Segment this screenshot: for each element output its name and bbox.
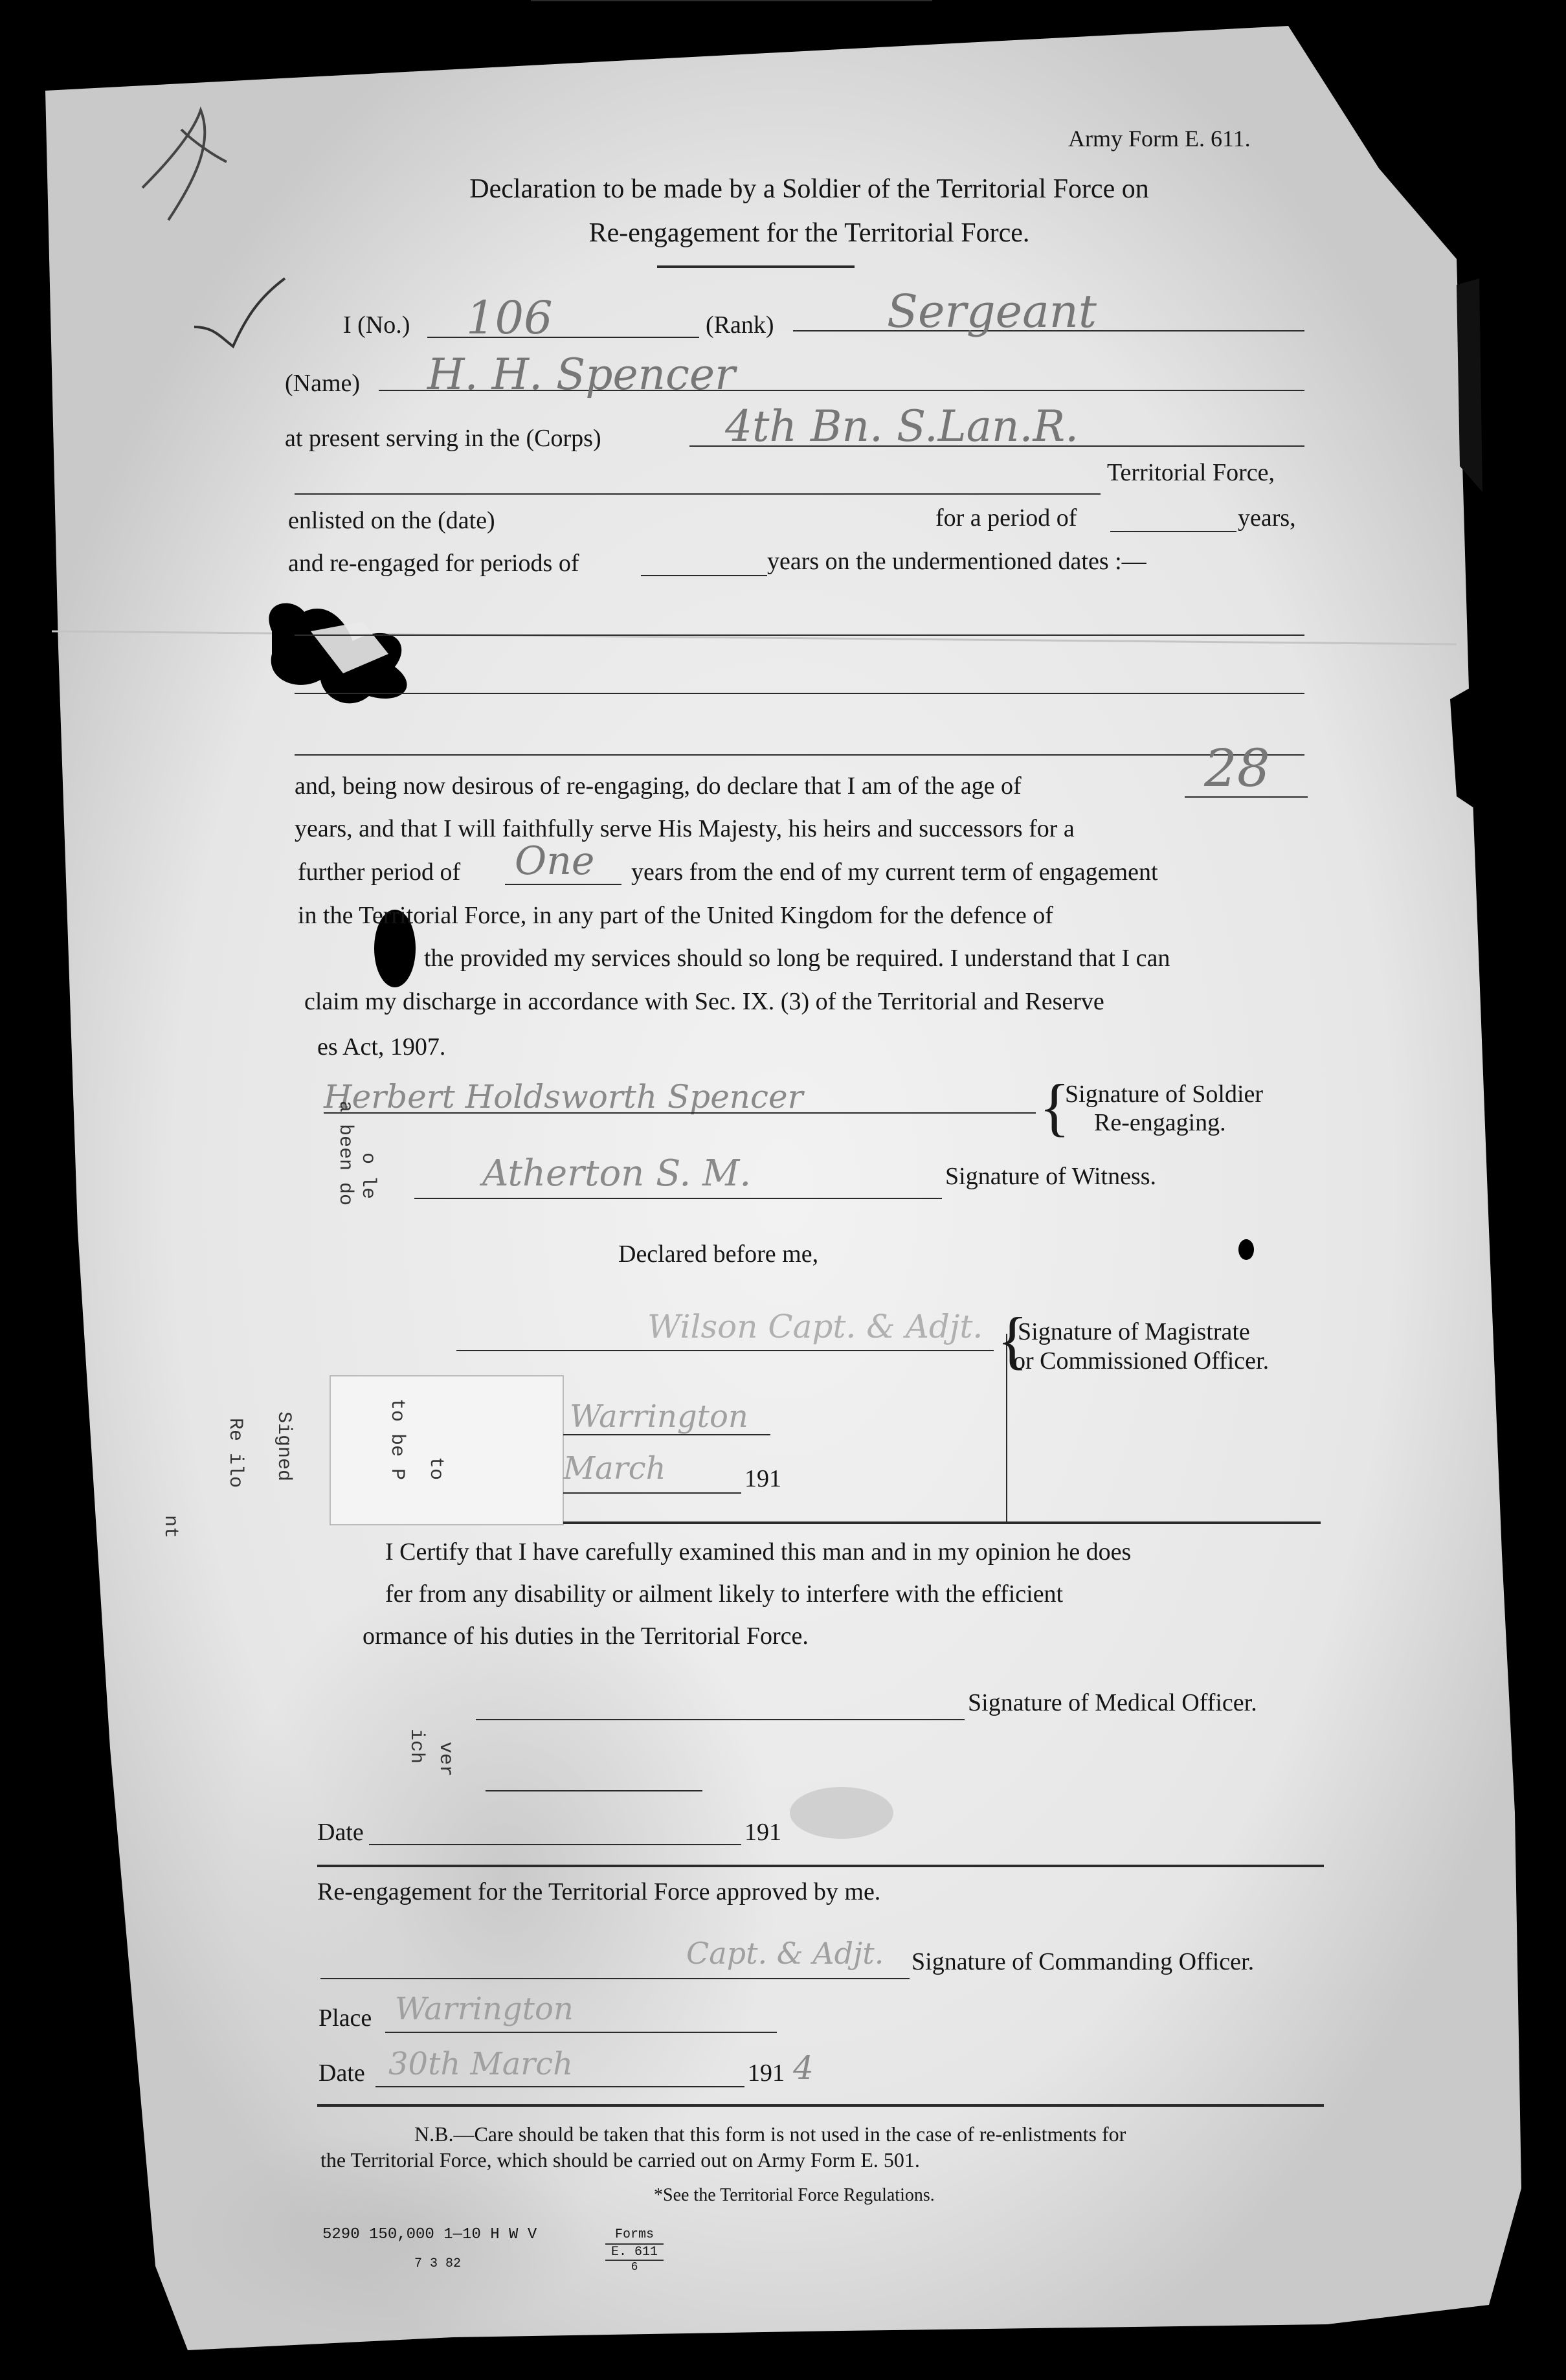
stamp-fragment-9: ich	[405, 1729, 427, 1764]
declaration-line-6: claim my discharge in accordance with Sec. IX. (3) of the Territorial and Reserve	[304, 988, 1104, 1015]
witness-signature-label: Signature of Witness.	[945, 1163, 1157, 1190]
enlisted-label: enlisted on the (date)	[288, 507, 495, 534]
declaration-line-7: es Act, 1907.	[317, 1033, 446, 1061]
title-underline	[657, 265, 855, 268]
form-title-line1: Declaration to be made by a Soldier of the Territorial Force on	[469, 174, 1149, 204]
rank-label: (Rank)	[706, 311, 774, 339]
name-label: (Name)	[285, 370, 361, 397]
magistrate-label-2: or Commissioned Officer.	[1013, 1347, 1270, 1375]
rank-value: Sergeant	[887, 285, 1097, 338]
co-signature-label: Signature of Commanding Officer.	[912, 1948, 1255, 1975]
forms-label: Forms	[614, 2227, 654, 2242]
declaration-line-4: in the Territorial Force, in any part of the United Kingdom for the defence of	[298, 902, 1053, 929]
period-label: for a period of	[935, 504, 1077, 532]
nb-line-2: the Territorial Force, which should be carried out on Army Form E. 501.	[320, 2148, 920, 2172]
declared-before-me: Declared before me,	[618, 1241, 819, 1268]
stamp-fragment-5: Signed	[273, 1411, 295, 1482]
stamp-fragment-1: o le	[357, 1152, 379, 1200]
forms-number: E. 611	[605, 2243, 664, 2260]
stamp-fragment-8: ver	[434, 1742, 456, 1777]
magistrate-signature-line	[456, 1350, 994, 1351]
section-rule-1	[563, 1521, 1321, 1524]
declaration-line-3-prefix: further period of	[298, 859, 461, 886]
years-label: years,	[1238, 504, 1296, 532]
print-code-2: 7 3 82	[414, 2256, 462, 2271]
medical-signature-line	[476, 1719, 965, 1720]
medical-signature-label: Signature of Medical Officer.	[968, 1689, 1257, 1716]
section-rule-2	[317, 1865, 1324, 1867]
co-signature: Capt. & Adjt.	[686, 1936, 884, 1971]
witness-signature-line	[414, 1198, 942, 1199]
declaration-date-value: March	[563, 1450, 666, 1487]
approval-place-line	[385, 2032, 777, 2033]
corps-label: at present serving in the (Corps)	[285, 425, 601, 452]
dates-line-3	[295, 754, 1304, 756]
soldier-signature-line	[324, 1112, 1036, 1114]
approval-text: Re-engagement for the Territorial Force approved by me.	[317, 1878, 881, 1905]
approval-date-value: 30th March	[388, 2046, 574, 2082]
stamp-fragment-3: to	[425, 1457, 447, 1481]
stamp-fragment-7: nt	[159, 1515, 181, 1539]
age-value: 28	[1204, 738, 1270, 798]
declaration-line-5: the provided my services should so long be required. I understand that I can	[424, 945, 1170, 972]
name-value: H. H. Spencer	[427, 350, 735, 399]
medical-line-1: I Certify that I have carefully examined this man and in my opinion he does	[385, 1538, 1132, 1566]
magistrate-brace: {	[997, 1304, 1028, 1376]
approval-date-label: Date	[319, 2060, 365, 2087]
approval-year-prefix: 191	[748, 2060, 785, 2087]
reengaged-label: and re-engaged for periods of	[288, 550, 579, 577]
magistrate-label-1: Signature of Magistrate	[1018, 1318, 1250, 1345]
corps-value: 4th Bn. S.Lan.R.	[725, 401, 1079, 451]
approval-date-line	[375, 2086, 744, 2087]
territorial-force-label: Territorial Force,	[1107, 459, 1275, 486]
no-label: I (No.)	[343, 311, 410, 339]
stamp-fragment-2: a been do	[334, 1101, 356, 1206]
further-period-line	[505, 884, 621, 885]
declaration-line-1: and, being now desirous of re-engaging, do declare that I am of the age of	[295, 772, 1022, 800]
form-number: Army Form E. 611.	[1068, 126, 1251, 152]
medical-date-line	[369, 1844, 741, 1845]
period-line	[1110, 531, 1236, 532]
approval-year-suffix: 4	[793, 2049, 814, 2087]
medical-line-2: fer from any disability or ailment likely to interfere with the efficient	[385, 1580, 1064, 1608]
approval-place-value: Warrington	[395, 1991, 574, 2027]
declaration-line-2: years, and that I will faithfully serve His Majesty, his heirs and successors for a	[295, 815, 1075, 842]
soldier-signature-label-1: Signature of Soldier	[1065, 1081, 1264, 1108]
nb-line-1: N.B.—Care should be taken that this form is not used in the case of re-enlistments for	[414, 2122, 1126, 2146]
further-period-value: One	[515, 838, 595, 884]
medical-line-3: ormance of his duties in the Territorial Force.	[363, 1622, 809, 1650]
forms-sub: 6	[605, 2260, 664, 2274]
territorial-blank-line	[295, 493, 1101, 495]
co-signature-line	[320, 1978, 910, 1979]
witness-signature: Atherton S. M.	[482, 1152, 752, 1195]
section-rule-3	[317, 2104, 1324, 2107]
dates-line-1	[295, 634, 1304, 636]
soldier-signature: Herbert Holdsworth Spencer	[324, 1078, 803, 1116]
reengaged-suffix: years on the undermentioned dates :—	[767, 548, 1147, 575]
stamp-fragment-4: to be P	[386, 1398, 408, 1481]
declaration-place-line	[563, 1434, 770, 1435]
reengaged-line	[641, 575, 767, 576]
dates-line-2	[295, 693, 1304, 694]
stamp-fragment-6: Re ilo	[224, 1418, 246, 1488]
approval-place-label: Place	[319, 2004, 372, 2032]
see-regulations-note: *See the Territorial Force Regulations.	[654, 2185, 935, 2205]
declaration-date-line	[563, 1492, 741, 1494]
form-title-line2: Re-engagement for the Territorial Force.	[588, 218, 1030, 248]
declaration-place-value: Warrington	[570, 1398, 748, 1435]
enlisted-line	[531, 0, 932, 1]
soldier-signature-label-2: Re-engaging.	[1094, 1109, 1226, 1136]
soldier-brace: {	[1039, 1071, 1070, 1143]
medical-year-prefix: 191	[744, 1819, 781, 1846]
magistrate-signature: Wilson Capt. & Adjt.	[647, 1308, 983, 1345]
no-value: 106	[466, 291, 553, 344]
medical-date-label: Date	[317, 1819, 364, 1846]
print-code: 5290 150,000 1—10 H W V	[322, 2226, 537, 2243]
declaration-year-prefix: 191	[744, 1465, 781, 1492]
medical-extra-line	[486, 1790, 702, 1791]
declaration-line-3-suffix: years from the end of my current term of engagement	[631, 859, 1158, 886]
